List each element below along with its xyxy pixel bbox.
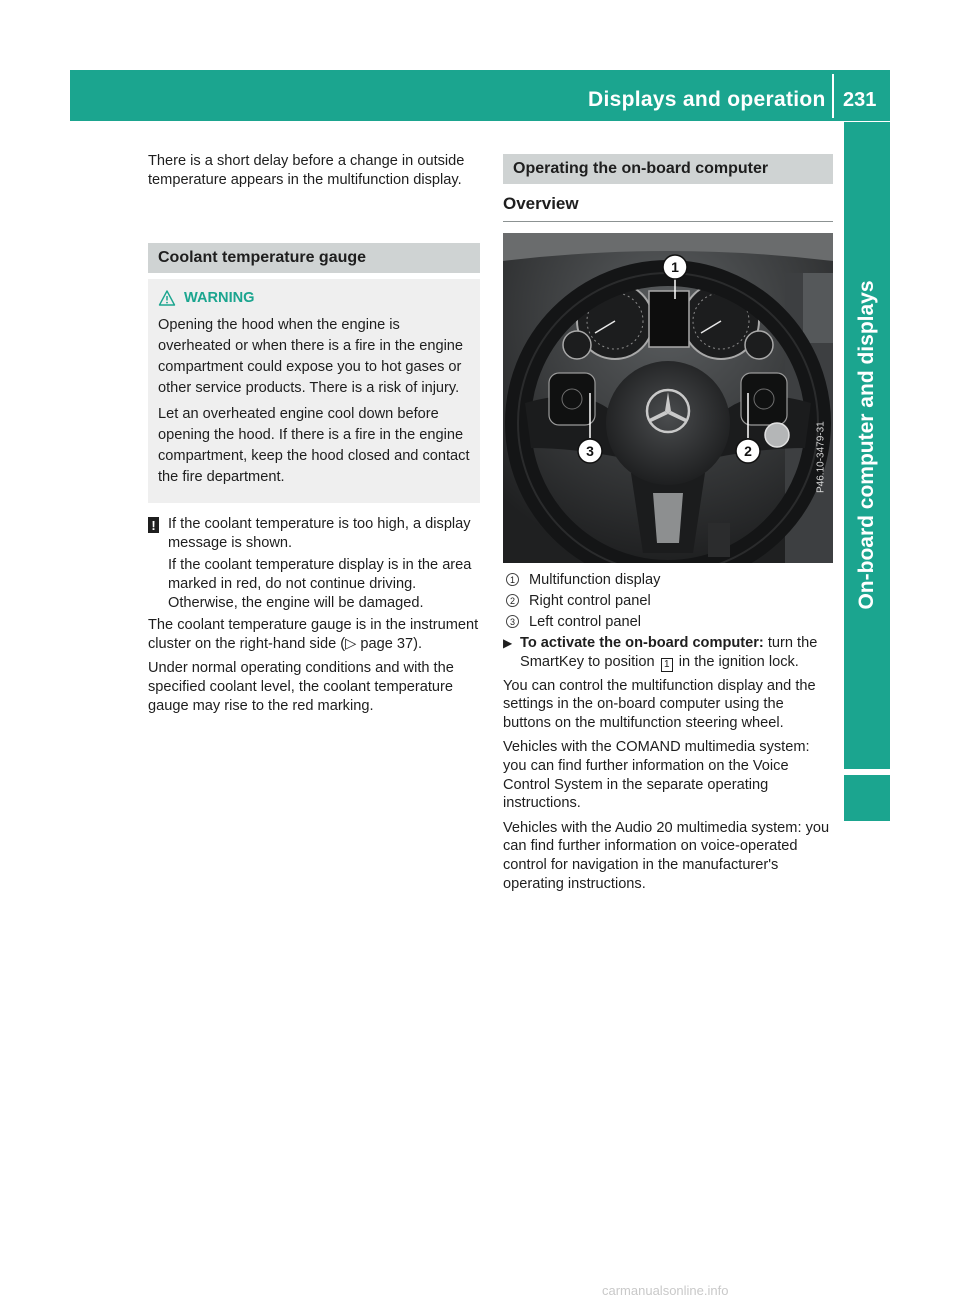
warning-text-2: Let an overheated engine cool down before opening the hood. If there is a fire in the engine compartment, keep the hood closed and contact the fire department. [158, 406, 470, 486]
figure-callout-3: 3 [586, 443, 594, 459]
action-text-after: in the ignition lock. [678, 653, 799, 670]
warning-triangle-icon [158, 289, 176, 307]
note-text-2: If the coolant temperature display is in the area marked in red, do not continue driving. Otherwise, the engine will be damaged. [168, 557, 472, 611]
legend-number: 2 [506, 594, 519, 607]
legend-item [503, 611, 833, 632]
section-heading-onboard [503, 154, 833, 184]
coolant-paragraph-2: Under normal operating conditions and with the specified coolant level, the coolant temperature gauge may rise to the red marking. [148, 660, 454, 714]
section-heading-coolant [148, 243, 480, 273]
page-number: 231 [843, 89, 877, 111]
exclamation-icon: ! [148, 517, 159, 533]
section-heading-text: Operating the on-board computer [513, 160, 769, 177]
coolant-paragraph-1: The coolant temperature gauge is in the instrument cluster on the right-hand side (▷ page 37). [148, 617, 479, 652]
onboard-paragraph-1: You can control the multifunction display and the settings in the on-board computer using the buttons on the multifunction steering wheel. [503, 677, 816, 731]
warning-title: WARNING [184, 290, 255, 307]
figure-callout-2: 2 [744, 443, 752, 459]
action-text [520, 634, 833, 672]
chapter-side-marker [844, 775, 890, 821]
chapter-side-label: On-board computer and displays [855, 280, 878, 610]
ignition-position-box: 1 [661, 658, 673, 672]
action-lead: To activate the on-board computer: [520, 635, 764, 651]
onboard-paragraph-3: Vehicles with the Audio 20 multimedia system: you can find further information on voice-operated control for navigation in the manufacturer's operating instructions. [503, 819, 830, 892]
intro-paragraph: There is a short delay before a change in outside temperature appears in the multifunction display. [148, 153, 465, 188]
legend-number: 1 [506, 573, 519, 586]
note-body [168, 515, 480, 616]
note-text-1: If the coolant temperature is too high, a display message is shown. [168, 516, 471, 551]
left-column [148, 152, 480, 721]
warning-text-1: Opening the hood when the engine is overheated or when there is a fire in the engine compartment could expose you to hot gases or other service products. There is a risk of injury. [158, 317, 464, 397]
action-text-before: turn the SmartKey to position [520, 635, 818, 670]
warning-box [148, 279, 480, 503]
steering-wheel-figure [503, 233, 833, 563]
note-block [148, 515, 480, 616]
legend-label: Right control panel [529, 592, 651, 609]
watermark: carmanualsonline.info [602, 1283, 729, 1298]
legend-item [503, 569, 833, 590]
legend-item [503, 590, 833, 611]
onboard-paragraph-2: Vehicles with the COMAND multimedia system: you can find further information on the Voice Control System in the separate operating instructions. [503, 739, 810, 812]
overview-heading: Overview [503, 194, 833, 222]
warning-header [158, 289, 470, 307]
legend-label: Multifunction display [529, 571, 661, 588]
header-divider [832, 74, 834, 118]
action-arrow-icon: ▶ [503, 636, 513, 650]
section-heading-text: Coolant temperature gauge [158, 249, 367, 267]
figure-callout-1: 1 [671, 259, 679, 275]
right-column [503, 154, 833, 899]
page-header-title: Displays and operation [588, 88, 826, 111]
figure-legend [503, 569, 833, 632]
legend-label: Left control panel [529, 613, 641, 630]
steering-wheel-illustration [503, 233, 833, 563]
action-step [503, 634, 833, 672]
legend-number: 3 [506, 615, 519, 628]
figure-code: P46.10-3479-31 [816, 421, 827, 493]
